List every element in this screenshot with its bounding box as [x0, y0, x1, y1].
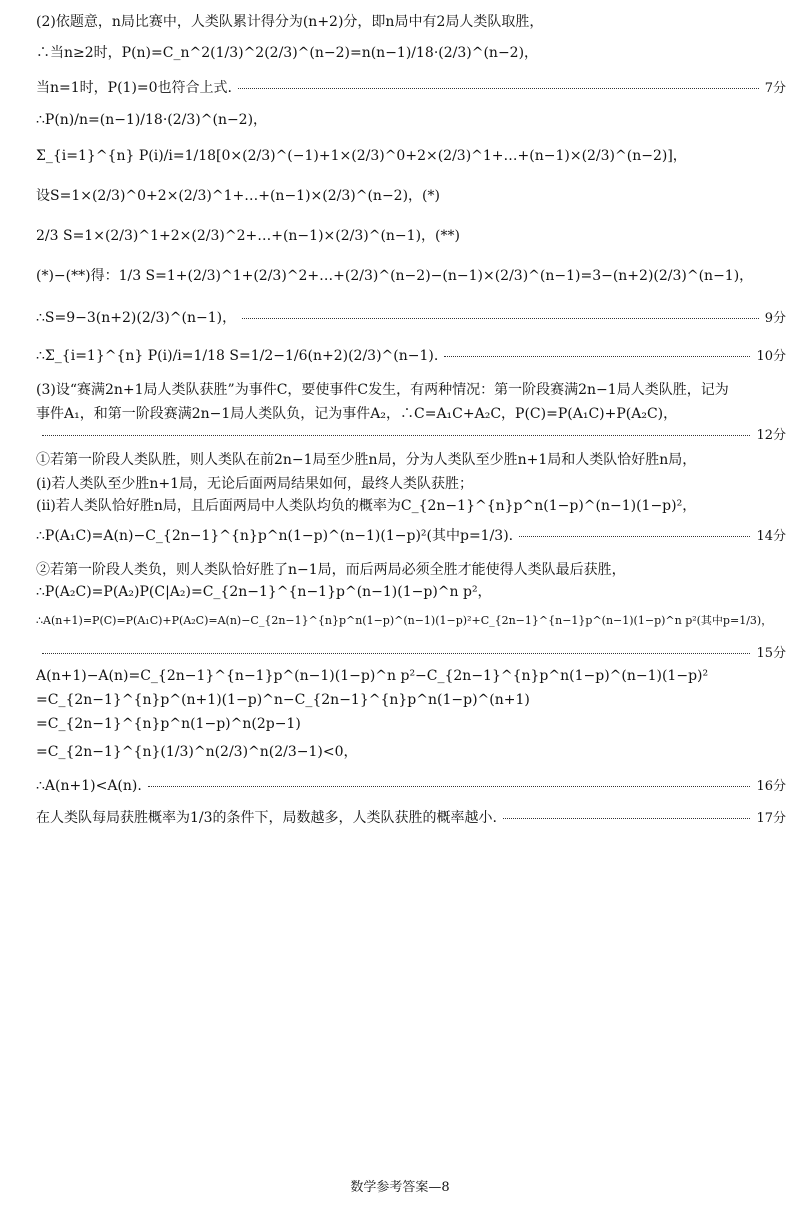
solution-line: Σ_{i=1}^{n} P(i)/i=1/18[0×(2/3)^(−1)+1×(2/3)^0+2×(2/3)^1+…+(n−1)×(2/3)^(n−2)]， — [36, 148, 687, 164]
solution-line — [36, 348, 786, 365]
score-mark: 7分 — [764, 81, 786, 96]
solution-line — [36, 310, 786, 327]
solution-line: ∴P(A₂C)=P(A₂)P(C|A₂)=C_{2n−1}^{n−1}p^(n−1)(1−p)^n p²， — [36, 584, 492, 600]
solution-line — [36, 810, 786, 827]
line-text: 在人类队每局获胜概率为1/3的条件下，局数越多，人类队获胜的概率越小. — [36, 810, 497, 826]
solution-line: 事件A₁，和第一阶段赛满2n−1局人类队负，记为事件A₂，∴C=A₁C+A₂C，P(C)=P(A₁C)+P(A₂C)， — [36, 406, 678, 422]
solution-line: ∴P(n)/n=(n−1)/18·(2/3)^(n−2)， — [36, 112, 268, 128]
dot-leader — [242, 318, 759, 319]
solution-line — [36, 778, 786, 795]
page-footer: 数学参考答案—8 — [350, 1180, 450, 1195]
solution-line: 设S=1×(2/3)^0+2×(2/3)^1+…+(n−1)×(2/3)^(n−2)，(*) — [36, 188, 440, 204]
solution-line: (ⅱ)若人类队恰好胜n局，且后面两局中人类队均负的概率为C_{2n−1}^{n}p^n(1−p)^(n−1)(1−p)²， — [36, 498, 697, 514]
score-mark: 15分 — [756, 646, 786, 661]
solution-line — [36, 80, 786, 97]
solution-line: (ⅰ)若人类队至少胜n+1局，无论后面两局结果如何，最终人类队获胜； — [36, 476, 474, 492]
solution-line — [36, 646, 786, 662]
dot-leader — [503, 818, 750, 819]
line-text: ∴Σ_{i=1}^{n} P(i)/i=1/18 S=1/2−1/6(n+2)(2/3)^(n−1). — [36, 348, 439, 364]
solution-line: ②若第一阶段人类负，则人类队恰好胜了n−1局，而后两局必须全胜才能使得人类队最后获胜， — [36, 562, 626, 578]
solution-line: ∴A(n+1)=P(C)=P(A₁C)+P(A₂C)=A(n)−C_{2n−1}^{n}p^n(1−p)^(n−1)(1−p)²+C_{2n−1}^{n−1}p^(n−1)(1−p)^n p²(其中p=1/3)， — [36, 614, 773, 627]
line-text: ∴A(n+1)<A(n). — [36, 778, 142, 794]
score-mark: 14分 — [756, 529, 786, 544]
dot-leader — [42, 435, 750, 436]
solution-line: ①若第一阶段人类队胜，则人类队在前2n−1局至少胜n局，分为人类队至少胜n+1局和人类队恰好胜n局， — [36, 452, 697, 468]
score-mark: 16分 — [756, 779, 786, 794]
solution-line: =C_{2n−1}^{n}p^(n+1)(1−p)^n−C_{2n−1}^{n}p^n(1−p)^(n+1) — [36, 692, 530, 708]
score-mark: 17分 — [756, 811, 786, 826]
line-text: ∴S=9−3(n+2)(2/3)^(n−1)， — [36, 310, 237, 326]
score-mark: 9分 — [764, 311, 786, 326]
solution-line: (*)−(**)得：1/3 S=1+(2/3)^1+(2/3)^2+…+(2/3)^(n−2)−(n−1)×(2/3)^(n−1)=3−(n+2)(2/3)^(n−1)， — [36, 268, 754, 284]
solution-line: (2)依题意，n局比赛中，人类队累计得分为(n+2)分，即n局中有2局人类队取胜， — [36, 14, 544, 30]
dot-leader — [238, 88, 759, 89]
dot-leader — [42, 653, 750, 654]
dot-leader — [519, 536, 750, 537]
solution-line: =C_{2n−1}^{n}p^n(1−p)^n(2p−1) — [36, 716, 301, 732]
solution-line — [36, 428, 786, 444]
solution-line — [36, 528, 786, 545]
solution-line: =C_{2n−1}^{n}(1/3)^n(2/3)^n(2/3−1)<0， — [36, 744, 358, 760]
solution-line: A(n+1)−A(n)=C_{2n−1}^{n−1}p^(n−1)(1−p)^n p²−C_{2n−1}^{n}p^n(1−p)^(n−1)(1−p)² — [36, 668, 709, 684]
dot-leader — [444, 356, 750, 357]
dot-leader — [148, 786, 751, 787]
solution-line: 2/3 S=1×(2/3)^1+2×(2/3)^2+…+(n−1)×(2/3)^(n−1)，(**) — [36, 228, 460, 244]
line-text: ∴P(A₁C)=A(n)−C_{2n−1}^{n}p^n(1−p)^(n−1)(1−p)²(其中p=1/3). — [36, 528, 514, 544]
solution-line: (3)设“赛满2n+1局人类队获胜”为事件C，要使事件C发生，有两种情况：第一阶段赛满2n−1局人类队胜，记为 — [36, 382, 729, 398]
score-mark: 12分 — [756, 428, 786, 443]
line-text: 当n=1时，P(1)=0也符合上式. — [36, 80, 232, 96]
score-mark: 10分 — [756, 349, 786, 364]
solution-line: ∴当n≥2时，P(n)=C_n^2(1/3)^2(2/3)^(n−2)=n(n−1)/18·(2/3)^(n−2)， — [36, 45, 539, 61]
